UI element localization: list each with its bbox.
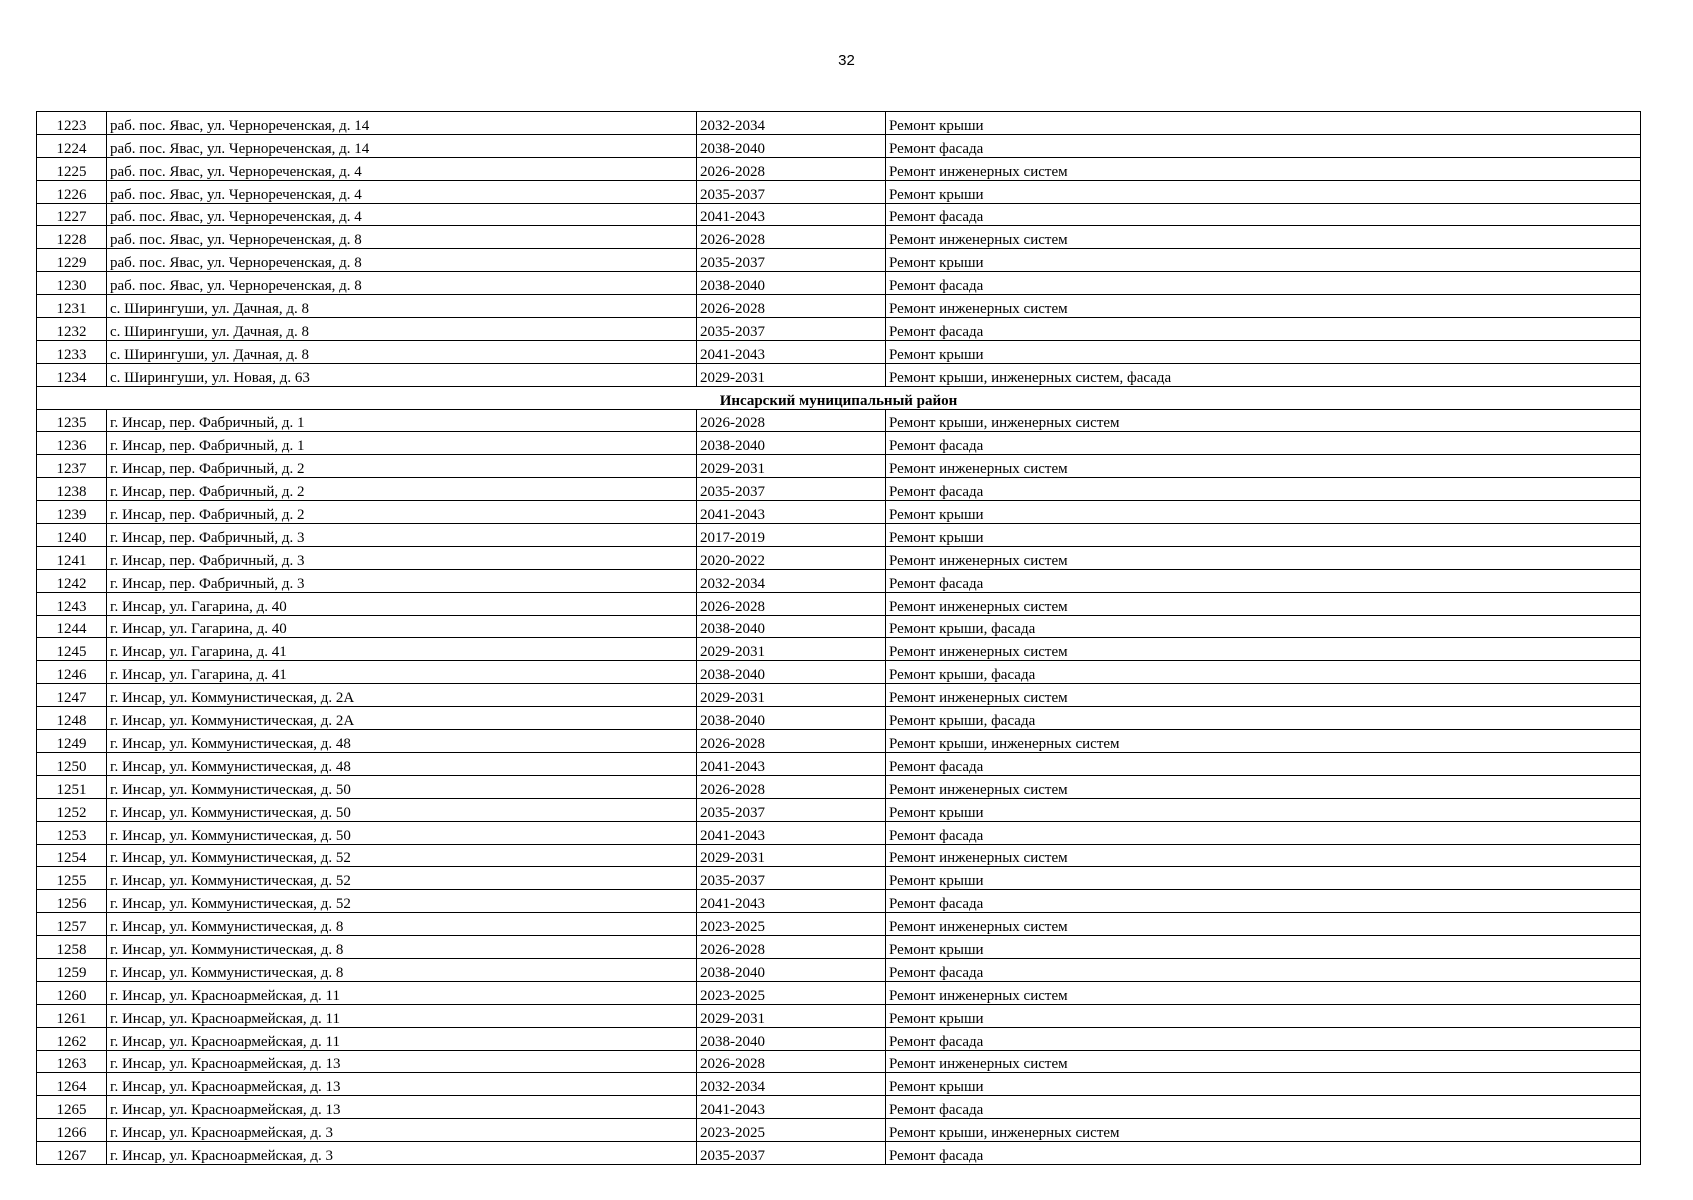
work-type-cell: Ремонт крыши, инженерных систем, фасада: [886, 363, 1641, 386]
period-cell: 2029-2031: [697, 455, 886, 478]
period-cell: 2032-2034: [697, 1073, 886, 1096]
work-type-cell: Ремонт инженерных систем: [886, 981, 1641, 1004]
table-row: [37, 707, 1641, 730]
row-number: 1261: [37, 1004, 107, 1027]
period-cell: 2029-2031: [697, 638, 886, 661]
table-row: [37, 409, 1641, 432]
work-type-cell: Ремонт крыши: [886, 501, 1641, 524]
row-number: 1240: [37, 524, 107, 547]
table-row: [37, 432, 1641, 455]
period-cell: 2038-2040: [697, 958, 886, 981]
address-cell: раб. пос. Явас, ул. Чернореченская, д. 8: [107, 226, 697, 249]
address-cell: г. Инсар, пер. Фабричный, д. 3: [107, 524, 697, 547]
address-cell: г. Инсар, ул. Красноармейская, д. 13: [107, 1073, 697, 1096]
row-number: 1263: [37, 1050, 107, 1073]
period-cell: 2026-2028: [697, 775, 886, 798]
table-row: [37, 730, 1641, 753]
work-type-cell: Ремонт инженерных систем: [886, 844, 1641, 867]
table-row: [37, 318, 1641, 341]
address-cell: г. Инсар, ул. Коммунистическая, д. 2А: [107, 707, 697, 730]
row-number: 1241: [37, 546, 107, 569]
period-cell: 2026-2028: [697, 936, 886, 959]
work-type-cell: Ремонт фасада: [886, 569, 1641, 592]
table-row: [37, 1073, 1641, 1096]
work-type-cell: Ремонт крыши: [886, 180, 1641, 203]
table-row: [37, 524, 1641, 547]
address-cell: с. Ширингуши, ул. Дачная, д. 8: [107, 340, 697, 363]
address-cell: раб. пос. Явас, ул. Чернореченская, д. 4: [107, 180, 697, 203]
table-row: [37, 1142, 1641, 1165]
period-cell: 2041-2043: [697, 890, 886, 913]
row-number: 1223: [37, 112, 107, 135]
row-number: 1229: [37, 249, 107, 272]
period-cell: 2026-2028: [697, 592, 886, 615]
work-type-cell: Ремонт фасада: [886, 1142, 1641, 1165]
work-type-cell: Ремонт крыши: [886, 867, 1641, 890]
work-type-cell: Ремонт крыши: [886, 798, 1641, 821]
work-type-cell: Ремонт фасада: [886, 1027, 1641, 1050]
row-number: 1236: [37, 432, 107, 455]
table-row: [37, 157, 1641, 180]
period-cell: 2038-2040: [697, 134, 886, 157]
work-type-cell: Ремонт крыши: [886, 524, 1641, 547]
period-cell: 2029-2031: [697, 1004, 886, 1027]
row-number: 1237: [37, 455, 107, 478]
table-row: [37, 661, 1641, 684]
address-cell: г. Инсар, ул. Красноармейская, д. 13: [107, 1050, 697, 1073]
table-row: [37, 684, 1641, 707]
period-cell: 2017-2019: [697, 524, 886, 547]
page-number: 32: [838, 52, 855, 69]
address-cell: раб. пос. Явас, ул. Чернореченская, д. 8: [107, 272, 697, 295]
row-number: 1264: [37, 1073, 107, 1096]
row-number: 1260: [37, 981, 107, 1004]
period-cell: 2029-2031: [697, 684, 886, 707]
period-cell: 2041-2043: [697, 501, 886, 524]
address-cell: г. Инсар, пер. Фабричный, д. 2: [107, 478, 697, 501]
row-number: 1235: [37, 409, 107, 432]
period-cell: 2032-2034: [697, 569, 886, 592]
address-cell: г. Инсар, ул. Красноармейская, д. 13: [107, 1096, 697, 1119]
work-type-cell: Ремонт крыши: [886, 1073, 1641, 1096]
period-cell: 2026-2028: [697, 226, 886, 249]
row-number: 1252: [37, 798, 107, 821]
period-cell: 2035-2037: [697, 249, 886, 272]
address-cell: раб. пос. Явас, ул. Чернореченская, д. 4: [107, 203, 697, 226]
period-cell: 2032-2034: [697, 112, 886, 135]
row-number: 1246: [37, 661, 107, 684]
row-number: 1255: [37, 867, 107, 890]
address-cell: г. Инсар, пер. Фабричный, д. 1: [107, 432, 697, 455]
address-cell: г. Инсар, ул. Красноармейская, д. 11: [107, 1027, 697, 1050]
work-type-cell: Ремонт фасада: [886, 134, 1641, 157]
table-row: [37, 203, 1641, 226]
table-row: [37, 1119, 1641, 1142]
table-row: [37, 1050, 1641, 1073]
table-row: [37, 798, 1641, 821]
work-type-cell: Ремонт крыши, инженерных систем: [886, 730, 1641, 753]
row-number: 1249: [37, 730, 107, 753]
address-cell: г. Инсар, ул. Коммунистическая, д. 8: [107, 936, 697, 959]
table-row: [37, 180, 1641, 203]
table-row: [37, 821, 1641, 844]
row-number: 1247: [37, 684, 107, 707]
address-cell: г. Инсар, пер. Фабричный, д. 1: [107, 409, 697, 432]
row-number: 1232: [37, 318, 107, 341]
table-row: [37, 958, 1641, 981]
period-cell: 2035-2037: [697, 478, 886, 501]
work-type-cell: Ремонт крыши, фасада: [886, 615, 1641, 638]
work-type-cell: Ремонт фасада: [886, 432, 1641, 455]
work-type-cell: Ремонт фасада: [886, 203, 1641, 226]
address-cell: г. Инсар, ул. Гагарина, д. 41: [107, 661, 697, 684]
work-type-cell: Ремонт фасада: [886, 272, 1641, 295]
work-type-cell: Ремонт инженерных систем: [886, 1050, 1641, 1073]
row-number: 1242: [37, 569, 107, 592]
period-cell: 2026-2028: [697, 730, 886, 753]
table-row: [37, 112, 1641, 135]
table-row: [37, 249, 1641, 272]
address-cell: г. Инсар, ул. Коммунистическая, д. 52: [107, 844, 697, 867]
table-row: [37, 752, 1641, 775]
period-cell: 2038-2040: [697, 272, 886, 295]
table-row: [37, 363, 1641, 386]
work-type-cell: Ремонт крыши, фасада: [886, 707, 1641, 730]
row-number: 1256: [37, 890, 107, 913]
table-row: [37, 501, 1641, 524]
row-number: 1227: [37, 203, 107, 226]
table-row: [37, 775, 1641, 798]
work-type-cell: Ремонт крыши: [886, 1004, 1641, 1027]
address-cell: г. Инсар, ул. Красноармейская, д. 11: [107, 1004, 697, 1027]
period-cell: 2026-2028: [697, 295, 886, 318]
address-cell: г. Инсар, ул. Красноармейская, д. 3: [107, 1142, 697, 1165]
address-cell: г. Инсар, ул. Коммунистическая, д. 8: [107, 913, 697, 936]
work-type-cell: Ремонт фасада: [886, 958, 1641, 981]
work-type-cell: Ремонт крыши: [886, 936, 1641, 959]
work-type-cell: Ремонт фасада: [886, 890, 1641, 913]
row-number: 1254: [37, 844, 107, 867]
table-row: [37, 890, 1641, 913]
period-cell: 2041-2043: [697, 340, 886, 363]
period-cell: 2041-2043: [697, 1096, 886, 1119]
address-cell: г. Инсар, ул. Гагарина, д. 41: [107, 638, 697, 661]
table-row: [37, 455, 1641, 478]
work-type-cell: Ремонт инженерных систем: [886, 295, 1641, 318]
row-number: 1266: [37, 1119, 107, 1142]
address-cell: г. Инсар, ул. Коммунистическая, д. 48: [107, 730, 697, 753]
table-row: [37, 867, 1641, 890]
repair-schedule-body: [37, 112, 1641, 1165]
period-cell: 2041-2043: [697, 752, 886, 775]
table-row: [37, 272, 1641, 295]
row-number: 1267: [37, 1142, 107, 1165]
address-cell: г. Инсар, ул. Гагарина, д. 40: [107, 592, 697, 615]
work-type-cell: Ремонт инженерных систем: [886, 775, 1641, 798]
work-type-cell: Ремонт фасада: [886, 1096, 1641, 1119]
table-row: [37, 1096, 1641, 1119]
period-cell: 2038-2040: [697, 432, 886, 455]
address-cell: раб. пос. Явас, ул. Чернореченская, д. 14: [107, 112, 697, 135]
period-cell: 2038-2040: [697, 1027, 886, 1050]
period-cell: 2035-2037: [697, 867, 886, 890]
table-row: [37, 295, 1641, 318]
row-number: 1231: [37, 295, 107, 318]
period-cell: 2041-2043: [697, 203, 886, 226]
row-number: 1239: [37, 501, 107, 524]
table-row: [37, 936, 1641, 959]
address-cell: раб. пос. Явас, ул. Чернореченская, д. 8: [107, 249, 697, 272]
repair-schedule-table: [36, 111, 1641, 1165]
row-number: 1243: [37, 592, 107, 615]
address-cell: г. Инсар, ул. Коммунистическая, д. 2А: [107, 684, 697, 707]
work-type-cell: Ремонт инженерных систем: [886, 684, 1641, 707]
work-type-cell: Ремонт крыши, инженерных систем: [886, 409, 1641, 432]
work-type-cell: Ремонт инженерных систем: [886, 157, 1641, 180]
address-cell: с. Ширингуши, ул. Новая, д. 63: [107, 363, 697, 386]
row-number: 1244: [37, 615, 107, 638]
address-cell: с. Ширингуши, ул. Дачная, д. 8: [107, 295, 697, 318]
period-cell: 2035-2037: [697, 1142, 886, 1165]
row-number: 1224: [37, 134, 107, 157]
section-header-row: [37, 386, 1641, 409]
period-cell: 2026-2028: [697, 1050, 886, 1073]
work-type-cell: Ремонт крыши, фасада: [886, 661, 1641, 684]
period-cell: 2035-2037: [697, 180, 886, 203]
work-type-cell: Ремонт инженерных систем: [886, 226, 1641, 249]
address-cell: раб. пос. Явас, ул. Чернореченская, д. 4: [107, 157, 697, 180]
period-cell: 2035-2037: [697, 318, 886, 341]
table-row: [37, 478, 1641, 501]
table-row: [37, 1004, 1641, 1027]
table-row: [37, 844, 1641, 867]
row-number: 1259: [37, 958, 107, 981]
address-cell: г. Инсар, ул. Коммунистическая, д. 50: [107, 798, 697, 821]
row-number: 1230: [37, 272, 107, 295]
row-number: 1248: [37, 707, 107, 730]
table-row: [37, 638, 1641, 661]
period-cell: 2041-2043: [697, 821, 886, 844]
table-row: [37, 569, 1641, 592]
address-cell: г. Инсар, пер. Фабричный, д. 3: [107, 569, 697, 592]
address-cell: г. Инсар, ул. Красноармейская, д. 3: [107, 1119, 697, 1142]
row-number: 1253: [37, 821, 107, 844]
table-row: [37, 1027, 1641, 1050]
address-cell: раб. пос. Явас, ул. Чернореченская, д. 14: [107, 134, 697, 157]
address-cell: г. Инсар, ул. Гагарина, д. 40: [107, 615, 697, 638]
period-cell: 2020-2022: [697, 546, 886, 569]
row-number: 1250: [37, 752, 107, 775]
row-number: 1257: [37, 913, 107, 936]
address-cell: г. Инсар, пер. Фабричный, д. 3: [107, 546, 697, 569]
work-type-cell: Ремонт инженерных систем: [886, 913, 1641, 936]
address-cell: г. Инсар, пер. Фабричный, д. 2: [107, 455, 697, 478]
row-number: 1265: [37, 1096, 107, 1119]
table-row: [37, 981, 1641, 1004]
address-cell: г. Инсар, ул. Коммунистическая, д. 50: [107, 775, 697, 798]
work-type-cell: Ремонт инженерных систем: [886, 592, 1641, 615]
table-row: [37, 134, 1641, 157]
table-row: [37, 226, 1641, 249]
work-type-cell: Ремонт крыши: [886, 249, 1641, 272]
address-cell: г. Инсар, ул. Коммунистическая, д. 50: [107, 821, 697, 844]
address-cell: г. Инсар, ул. Коммунистическая, д. 52: [107, 867, 697, 890]
work-type-cell: Ремонт крыши, инженерных систем: [886, 1119, 1641, 1142]
period-cell: 2026-2028: [697, 157, 886, 180]
row-number: 1238: [37, 478, 107, 501]
section-title: Инсарский муниципальный район: [37, 386, 1641, 409]
table-row: [37, 546, 1641, 569]
work-type-cell: Ремонт инженерных систем: [886, 638, 1641, 661]
row-number: 1258: [37, 936, 107, 959]
address-cell: с. Ширингуши, ул. Дачная, д. 8: [107, 318, 697, 341]
work-type-cell: Ремонт фасада: [886, 752, 1641, 775]
work-type-cell: Ремонт фасада: [886, 478, 1641, 501]
period-cell: 2023-2025: [697, 1119, 886, 1142]
row-number: 1262: [37, 1027, 107, 1050]
table-row: [37, 615, 1641, 638]
work-type-cell: Ремонт крыши: [886, 112, 1641, 135]
work-type-cell: Ремонт инженерных систем: [886, 546, 1641, 569]
row-number: 1233: [37, 340, 107, 363]
table-row: [37, 913, 1641, 936]
row-number: 1228: [37, 226, 107, 249]
address-cell: г. Инсар, пер. Фабричный, д. 2: [107, 501, 697, 524]
work-type-cell: Ремонт инженерных систем: [886, 455, 1641, 478]
period-cell: 2026-2028: [697, 409, 886, 432]
period-cell: 2038-2040: [697, 661, 886, 684]
address-cell: г. Инсар, ул. Коммунистическая, д. 48: [107, 752, 697, 775]
table-row: [37, 340, 1641, 363]
period-cell: 2038-2040: [697, 707, 886, 730]
period-cell: 2038-2040: [697, 615, 886, 638]
period-cell: 2029-2031: [697, 363, 886, 386]
row-number: 1251: [37, 775, 107, 798]
address-cell: г. Инсар, ул. Красноармейская, д. 11: [107, 981, 697, 1004]
row-number: 1234: [37, 363, 107, 386]
row-number: 1225: [37, 157, 107, 180]
address-cell: г. Инсар, ул. Коммунистическая, д. 8: [107, 958, 697, 981]
work-type-cell: Ремонт фасада: [886, 821, 1641, 844]
row-number: 1245: [37, 638, 107, 661]
period-cell: 2023-2025: [697, 981, 886, 1004]
table-row: [37, 592, 1641, 615]
work-type-cell: Ремонт фасада: [886, 318, 1641, 341]
work-type-cell: Ремонт крыши: [886, 340, 1641, 363]
period-cell: 2035-2037: [697, 798, 886, 821]
row-number: 1226: [37, 180, 107, 203]
period-cell: 2029-2031: [697, 844, 886, 867]
address-cell: г. Инсар, ул. Коммунистическая, д. 52: [107, 890, 697, 913]
period-cell: 2023-2025: [697, 913, 886, 936]
